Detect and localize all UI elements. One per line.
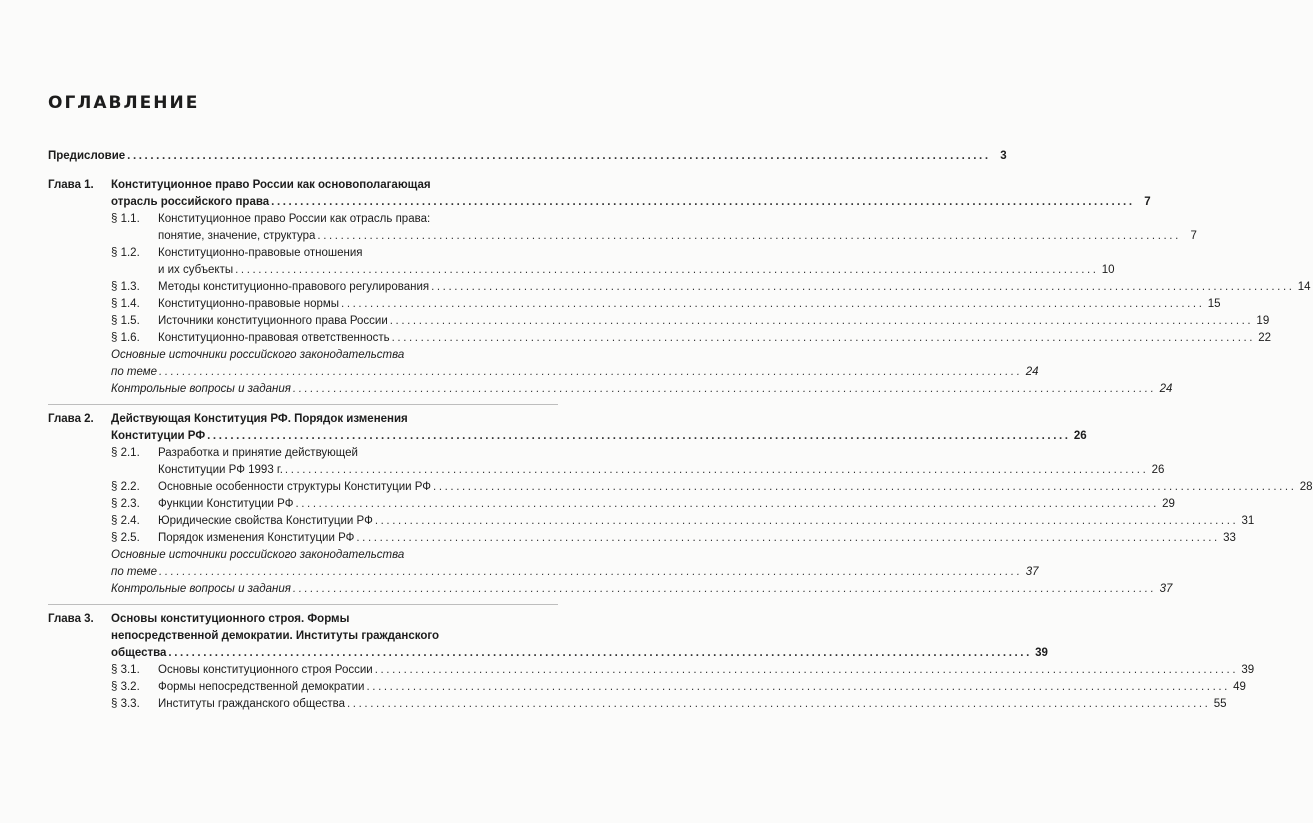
table-of-contents — [48, 148, 1313, 713]
section-title-last-line — [158, 530, 1236, 547]
section-title — [158, 245, 1115, 279]
chapter-title-line: непосредственной демократии. Институты гражданского — [111, 630, 440, 642]
section-title — [158, 696, 1226, 713]
chapter-title-last-line — [111, 428, 1087, 445]
chapter-number: Глава 3. — [48, 613, 94, 625]
chapter-divider — [48, 604, 558, 605]
toc-entry-supplement[interactable] — [111, 581, 1173, 598]
page-number: 28 — [1299, 481, 1313, 493]
entry-text: Методы конституционно-правового регулирования — [158, 281, 430, 293]
toc-entry-section[interactable] — [111, 279, 1311, 296]
supplement-title-line: Основные источники российского законодательства — [111, 349, 405, 361]
dot-leader — [207, 428, 1070, 445]
section-number: § 1.5. — [111, 315, 140, 327]
section-number: § 2.1. — [111, 447, 140, 459]
page-number: 26 — [1073, 430, 1087, 442]
section-title — [158, 662, 1254, 679]
entry-text: Формы непосредственной демократии — [158, 681, 365, 693]
page-number: 24 — [1159, 383, 1173, 395]
section-title-last-line — [158, 330, 1271, 347]
entry-text: Функции Конституции РФ — [158, 498, 294, 510]
page-number: 19 — [1256, 315, 1270, 327]
page-number: 31 — [1241, 515, 1255, 527]
dot-leader — [159, 564, 1022, 581]
section-title — [158, 496, 1175, 513]
chapter-number: Глава 2. — [48, 413, 94, 425]
toc-entry-chapter[interactable] — [48, 177, 1151, 211]
dot-leader — [392, 330, 1255, 347]
entry-text: Конституционно-правовые нормы — [158, 298, 340, 310]
chapter-number: Глава 1. — [48, 179, 94, 191]
dot-leader — [341, 296, 1204, 313]
entry-text: понятие, значение, структура — [158, 230, 316, 242]
chapter-list — [48, 177, 1313, 713]
dot-leader — [431, 279, 1294, 296]
page-number: 7 — [1144, 196, 1151, 208]
dot-leader — [390, 313, 1253, 330]
toc-entry-section[interactable] — [111, 679, 1246, 696]
toc-entry-chapter[interactable] — [48, 611, 1048, 662]
dot-leader — [375, 662, 1238, 679]
chapter-title — [111, 411, 1087, 445]
section-title-last-line — [158, 462, 1164, 479]
supplement-title-last-line — [111, 364, 1039, 381]
entry-text: Контрольные вопросы и задания — [111, 583, 291, 595]
dot-leader — [356, 530, 1219, 547]
entry-text: Порядок изменения Конституции РФ — [158, 532, 355, 544]
dot-leader — [127, 148, 990, 165]
section-title-last-line — [158, 679, 1246, 696]
dot-leader — [293, 581, 1156, 598]
toc-entry-section[interactable] — [111, 245, 1115, 279]
section-number: § 1.1. — [111, 213, 140, 225]
section-title — [158, 296, 1221, 313]
page-number: 15 — [1207, 298, 1221, 310]
supplement-title-last-line — [111, 381, 1173, 398]
page-number: 49 — [1233, 681, 1246, 693]
toc-entry-supplement[interactable] — [111, 547, 1039, 581]
entry-text: Конституционно-правовая ответственность — [158, 332, 390, 344]
page-number: 7 — [1190, 230, 1197, 242]
page-number: 22 — [1258, 332, 1272, 344]
supplement-title-line: Основные источники российского законодательства — [111, 549, 405, 561]
section-title — [158, 479, 1313, 496]
dot-leader — [293, 381, 1156, 398]
supplement-title-last-line — [111, 564, 1039, 581]
section-title-line: Разработка и принятие действующей — [158, 447, 358, 459]
section-title — [158, 279, 1311, 296]
dot-leader — [168, 645, 1031, 662]
section-number: § 2.2. — [111, 481, 140, 493]
toc-entry-section[interactable] — [111, 530, 1236, 547]
section-number: § 2.3. — [111, 498, 140, 510]
section-title-last-line — [158, 313, 1269, 330]
page-number: 3 — [1000, 150, 1007, 162]
section-number: § 2.4. — [111, 515, 140, 527]
toc-entry-section[interactable] — [111, 296, 1221, 313]
toc-entry-section[interactable] — [111, 313, 1270, 330]
toc-entry-section[interactable] — [111, 211, 1197, 245]
page-number: 39 — [1241, 664, 1255, 676]
section-title-last-line — [158, 479, 1313, 496]
entry-text: отрасль российского права — [111, 196, 270, 208]
toc-entry-section[interactable] — [111, 479, 1313, 496]
dot-leader — [433, 479, 1296, 496]
dot-leader — [375, 513, 1238, 530]
entry-text: по теме — [111, 566, 158, 578]
entry-label: Предисловие — [48, 150, 126, 162]
section-number: § 2.5. — [111, 532, 140, 544]
page-title: ОГЛАВЛЕНИЕ — [48, 93, 200, 113]
toc-entry-section[interactable] — [111, 445, 1165, 479]
entry-text: по теме — [111, 366, 158, 378]
section-title-last-line — [158, 662, 1254, 679]
section-number: § 3.2. — [111, 681, 140, 693]
section-title — [158, 313, 1269, 330]
toc-entry-section[interactable] — [111, 513, 1255, 530]
entry-text: Источники конституционного права России — [158, 315, 388, 327]
section-title — [158, 530, 1236, 547]
section-title — [158, 679, 1246, 696]
section-title-last-line — [158, 296, 1221, 313]
page-number: 37 — [1025, 566, 1039, 578]
page-number: 14 — [1297, 281, 1311, 293]
section-title-last-line — [158, 279, 1311, 296]
toc-entry-supplement[interactable] — [111, 381, 1173, 398]
chapter-title-line: Конституционное право России как основополагающая — [111, 179, 431, 191]
section-number: § 1.2. — [111, 247, 140, 259]
dot-leader — [295, 496, 1158, 513]
section-title — [158, 513, 1254, 530]
dot-leader — [347, 696, 1210, 713]
entry-text: Институты гражданского общества — [158, 698, 346, 710]
section-number: § 3.1. — [111, 664, 140, 676]
toc-entry-supplement[interactable] — [111, 347, 1039, 381]
dot-leader — [317, 228, 1180, 245]
page-number: 24 — [1025, 366, 1039, 378]
entry-text: общества — [111, 647, 167, 659]
dot-leader — [235, 262, 1098, 279]
chapter-title-last-line — [111, 645, 1048, 662]
entry-text: Юридические свойства Конституции РФ — [158, 515, 373, 527]
page-number: 26 — [1151, 464, 1165, 476]
toc-entry-chapter[interactable] — [48, 411, 1087, 445]
page-number: 29 — [1162, 498, 1175, 510]
toc-entry-preface[interactable] — [48, 148, 1007, 165]
section-title — [158, 211, 1197, 245]
chapter-divider — [48, 404, 558, 405]
entry-text: Контрольные вопросы и задания — [111, 383, 291, 395]
section-title — [158, 330, 1271, 347]
dot-leader — [366, 679, 1229, 696]
section-number: § 3.3. — [111, 698, 140, 710]
page-number: 33 — [1223, 532, 1236, 544]
chapter-title-last-line — [111, 194, 1151, 211]
section-title-last-line — [158, 262, 1115, 279]
page-number: 10 — [1101, 264, 1115, 276]
dot-leader — [271, 194, 1134, 211]
entry-text: Основы конституционного строя России — [158, 664, 373, 676]
section-number: § 1.4. — [111, 298, 140, 310]
dot-leader — [159, 364, 1022, 381]
toc-entry-section[interactable] — [111, 496, 1175, 513]
page-number: 37 — [1159, 583, 1173, 595]
section-title-last-line — [158, 513, 1254, 530]
toc-entry-section[interactable] — [111, 330, 1272, 347]
section-title-line: Конституционно-правовые отношения — [158, 247, 363, 259]
supplement-title-last-line — [111, 581, 1173, 598]
page-number: 39 — [1035, 647, 1048, 659]
section-title-line: Конституционное право России как отрасль права: — [158, 213, 431, 225]
chapter-title-line: Действующая Конституция РФ. Порядок изменения — [111, 413, 408, 425]
page-number: 55 — [1213, 698, 1227, 710]
toc-entry-section[interactable] — [111, 662, 1255, 679]
section-title-last-line — [158, 228, 1197, 245]
toc-entry-section[interactable] — [111, 696, 1227, 713]
section-title — [158, 445, 1164, 479]
entry-text: и их субъекты — [158, 264, 234, 276]
entry-text: Основные особенности структуры Конституции РФ — [158, 481, 432, 493]
section-number: § 1.6. — [111, 332, 140, 344]
chapter-title — [111, 611, 1048, 662]
section-title-last-line — [158, 496, 1175, 513]
chapter-title-line: Основы конституционного строя. Формы — [111, 613, 350, 625]
dot-leader — [285, 462, 1148, 479]
section-title-last-line — [158, 696, 1226, 713]
entry-text: Конституции РФ 1993 г. — [158, 464, 283, 476]
section-number: § 1.3. — [111, 281, 140, 293]
chapter-title — [111, 177, 1151, 211]
entry-text: Конституции РФ — [111, 430, 206, 442]
